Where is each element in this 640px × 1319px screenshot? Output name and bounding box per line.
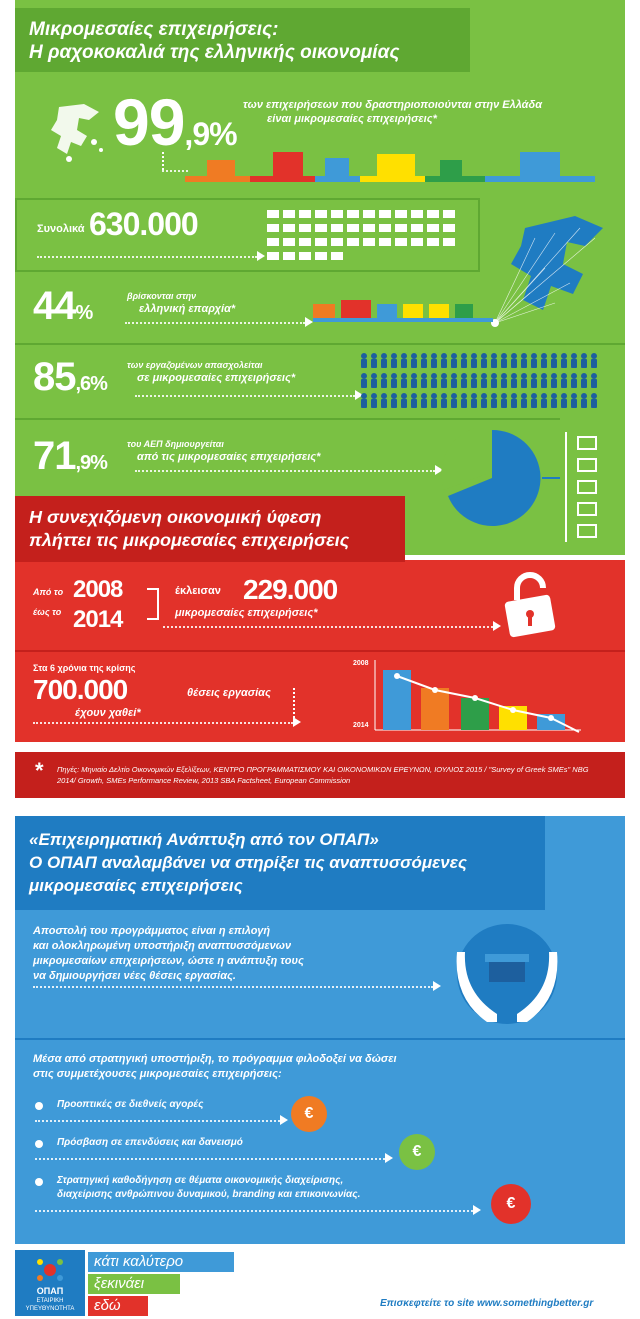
mission-text: Αποστολή του προγράμματος είναι η επιλογή και ολοκληρωμένη υποστήριξη αναπτυσσόμενων μικρομεσαίων επιχειρήσεων, ώστε η ανάπτυξη τους να δημιουργήσει νέες θέσεις εργασίας. [33, 925, 304, 982]
support-item-investment: Πρόσβαση σε επενδύσεις και δανεισμό [57, 1137, 243, 1148]
jobs-year-bottom: 2014 [353, 722, 369, 729]
section3-title: «Επιχειρηματική Ανάπτυξη από τον ΟΠΑΠ» [29, 830, 379, 849]
shop-icon [520, 152, 560, 176]
year-2014: 2014 [73, 606, 123, 633]
stat-44-block [15, 278, 495, 338]
stat-44-number: 44% [33, 284, 93, 328]
sources-text: Πηγές: Μηνιαίο Δελτίο Οικονομικών Εξελίξεων, ΚΕΝΤΡΟ ΠΡΟΓΡΑΜΜΑΤΙΣΜΟΥ ΚΑΙ ΟΙΚΟΝΟΜΙΚΩΝ ΕΡΕΥΝΩΝ, ΙΟΥΛΙΟΣ 2015 / "Survey of Greek SMEs" NBG 2014/ Growth, SMEs Performance Review, 2013 SBA Factsheet, European Commission [57, 765, 589, 785]
shop-icon [440, 160, 462, 176]
stat-71-text: του ΑΕΠ δημιουργείται από τις μικρομεσαίες επιχειρήσεις* [127, 439, 321, 463]
gdp-business-icons [565, 432, 605, 542]
jobs-lost-block [15, 650, 625, 738]
opap-logo-sub1: ΕΤΑΙΡΙΚΗ [36, 1298, 64, 1304]
shop-icon [207, 160, 235, 176]
greece-network-map-icon [485, 208, 615, 328]
footer [0, 1246, 640, 1319]
section3-banner [15, 816, 545, 910]
tagline-3: εδώ [88, 1296, 148, 1316]
jobs-year-top: 2008 [353, 660, 369, 667]
stat-630000-block [15, 198, 480, 272]
stat-71-connector [135, 470, 435, 472]
opap-logo [15, 1250, 85, 1316]
opap-logo-text: ΟΠΑΠ [36, 1286, 64, 1296]
stat-85-block [15, 343, 625, 413]
stat-99-number: 99,9% [113, 85, 237, 159]
bullet-dot [35, 1102, 43, 1110]
jobs-intro: Στα 6 χρόνια της κρίσης [33, 663, 136, 673]
header-banner [15, 8, 470, 72]
support-item-connector [35, 1120, 280, 1122]
support-block [15, 1038, 625, 1238]
opap-star-icon [35, 1256, 65, 1284]
section3-subtitle-2: μικρομεσαίες επιχειρήσεις [29, 876, 243, 895]
page-subtitle: Η ραχοκοκαλιά της ελληνικής οικονομίας [29, 42, 400, 63]
money-bag-icon: € [399, 1134, 435, 1170]
lock-icon [495, 570, 565, 640]
stat-630000-prefix: Συνολικά [37, 223, 85, 235]
export-chart-icon: € [291, 1096, 327, 1132]
strategy-gears-icon: € [491, 1184, 531, 1224]
business-buildings-strip [185, 158, 595, 182]
closed-to-label: έως το [33, 607, 62, 617]
page-title: Μικρομεσαίες επιχειρήσεις: [29, 19, 279, 40]
gdp-pie-icon [430, 428, 560, 528]
closed-connector [163, 626, 493, 628]
stat-99-text: των επιχειρήσεων που δραστηριοποιούνται στην Ελλάδα είναι μικρομεσαίες επιχειρήσεις* [243, 99, 543, 125]
closed-businesses-block [15, 570, 625, 640]
mission-connector [33, 986, 433, 988]
visit-site-link[interactable]: Επισκεφτείτε το site www.somethingbetter.gr [380, 1298, 594, 1309]
closed-number: 229.000 [243, 574, 338, 605]
shops-row-icon [313, 294, 493, 322]
stat-99-block [15, 80, 625, 192]
stat-85-connector [135, 395, 355, 397]
stat-630000-number: 630.000 [89, 206, 198, 242]
support-item-markets: Προοπτικές σε διεθνείς αγορές [57, 1099, 204, 1110]
stat-44-connector [125, 322, 305, 324]
jobs-text2: έχουν χαθεί* [75, 707, 141, 719]
stat-630000-connector [37, 256, 257, 258]
section2-title: Η συνεχιζόμενη οικονομική ύφεση [29, 507, 322, 527]
opap-logo-sub2: ΥΠΕΥΘΥΝΟΤΗΤΑ [25, 1306, 75, 1312]
year-2008: 2008 [73, 576, 123, 603]
jobs-text1: θέσεις εργασίας [187, 687, 271, 699]
jobs-number: 700.000 [33, 674, 128, 705]
support-intro: Μέσα από στρατηγική υποστήριξη, το πρόγραμμα φιλοδοξεί να δώσει στις συμμετέχουσες μικρομεσαίες επιχειρήσεις: [33, 1053, 397, 1080]
employees-people-icon [360, 353, 610, 409]
stat-71-number: 71,9% [33, 434, 107, 478]
section2-subtitle: πλήττει τις μικρομεσαίες επιχειρήσεις [29, 530, 350, 550]
jobs-connector [33, 722, 293, 724]
bullet-dot [35, 1140, 43, 1148]
shop-icon [325, 158, 349, 176]
tagline-1: κάτι καλύτερο [88, 1252, 234, 1272]
closed-text: μικρομεσαίες επιχειρήσεις* [175, 607, 318, 619]
bullet-dot [35, 1178, 43, 1186]
closed-from-label: Από το [33, 587, 64, 597]
businesses-grid-icon [267, 210, 477, 262]
stat-85-text: των εργαζομένων απασχολείται σε μικρομεσαίες επιχειρήσεις* [127, 360, 296, 384]
shop-icon [273, 152, 303, 176]
sources-asterisk: * [35, 758, 44, 783]
tagline-2: ξεκινάει [88, 1274, 180, 1294]
stat-44-text: βρίσκονται στην ελληνική επαρχία* [127, 291, 236, 315]
jobs-decline-chart-icon [373, 660, 583, 736]
closed-label: έκλεισαν [175, 585, 221, 597]
section3-subtitle-1: Ο ΟΠΑΠ αναλαμβάνει να στηρίξει τις αναπτυσσόμενες [29, 853, 467, 872]
greece-map-icon [39, 102, 109, 162]
support-item-connector [35, 1210, 473, 1212]
support-item-strategy: Στρατηγική καθοδήγηση σε θέματα οικονομικής διαχείρισης, διαχείρισης ανθρώπινου δυναμικού, branding και επικοινωνίας. [57, 1175, 361, 1200]
section2-banner [15, 496, 405, 562]
year-bracket-icon [147, 588, 159, 620]
shop-icon [377, 154, 415, 176]
support-item-connector [35, 1158, 385, 1160]
hands-holding-shop-icon [447, 922, 567, 1026]
mission-block [15, 912, 625, 1032]
stat-85-number: 85,6% [33, 355, 107, 399]
sources-box [15, 752, 625, 798]
